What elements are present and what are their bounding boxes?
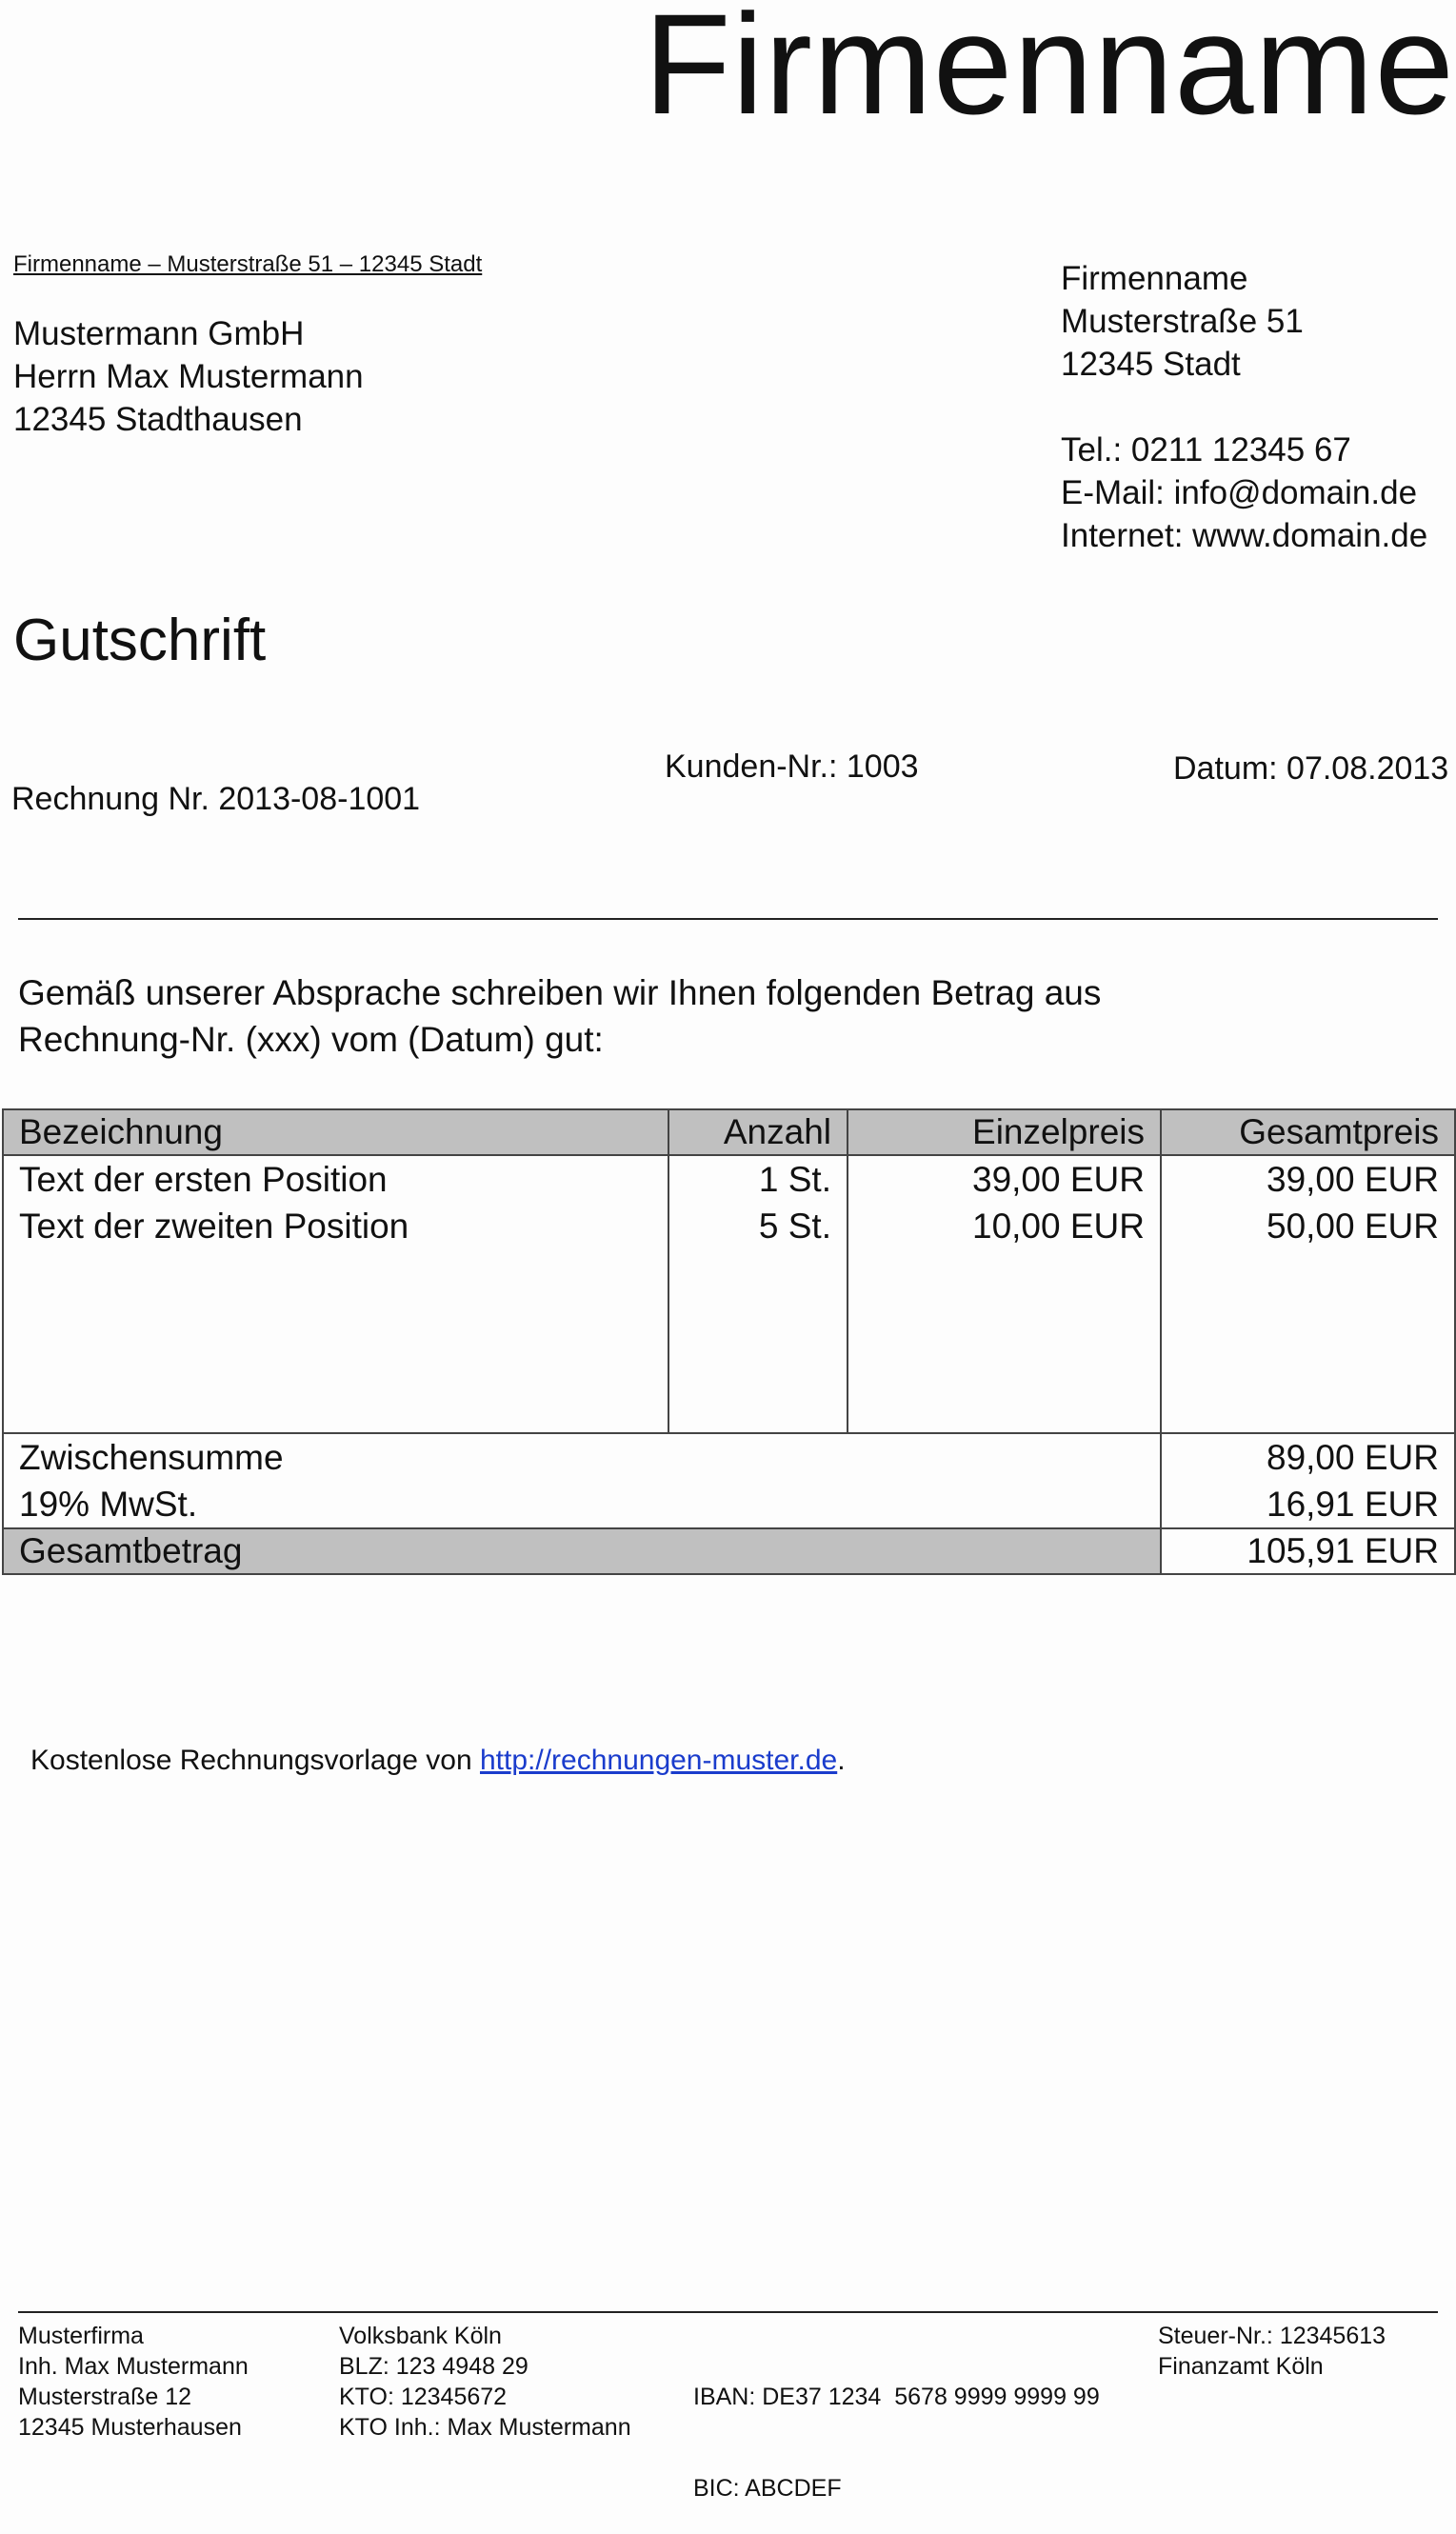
invoice-number: Rechnung Nr. 2013-08-1001 [11,781,421,817]
footer-line: BLZ: 123 4948 29 [339,2353,529,2380]
footer-bank [339,2321,631,2443]
footer-line: KTO: 12345672 [339,2384,508,2410]
footer-line: 12345 Musterhausen [18,2414,242,2441]
footer-iban [693,2321,1100,2534]
company-info-line: E-Mail: info@domain.de [1061,474,1418,511]
recipient-line: 12345 Stadthausen [13,401,303,438]
credit-suffix: . [837,1745,846,1776]
line-items-table [2,1108,1456,1575]
description-cell [3,1155,668,1433]
company-info-line: Tel.: 0211 12345 67 [1061,431,1351,469]
table-header-row [3,1109,1455,1155]
total-price-cell [1161,1155,1455,1433]
item-quantity: 1 St. [758,1160,831,1199]
item-unit-price: 10,00 EUR [972,1207,1145,1246]
column-header-unit-price: Einzelpreis [848,1109,1161,1155]
item-total-price: 50,00 EUR [1267,1207,1439,1246]
footer-line: Inh. Max Mustermann [18,2353,249,2380]
item-description: Text der ersten Position [19,1160,388,1199]
column-header-description: Bezeichnung [3,1109,668,1155]
credit-prefix: Kostenlose Rechnungsvorlage von [30,1745,480,1776]
item-unit-price: 39,00 EUR [972,1160,1145,1199]
vat-label: 19% MwSt. [19,1485,198,1524]
intro-line: Gemäß unserer Absprache schreiben wir Ihnen folgenden Betrag aus [18,973,1102,1012]
column-header-total-price: Gesamtpreis [1161,1109,1455,1155]
footer-line: BIC: ABCDEF [693,2475,842,2502]
quantity-cell [668,1155,848,1433]
intro-line: Rechnung-Nr. (xxx) vom (Datum) gut: [18,1020,604,1059]
company-info-line: Musterstraße 51 [1061,303,1304,340]
company-name-title: Firmenname [644,0,1455,144]
document-date: Datum: 07.08.2013 [1173,750,1449,787]
column-header-quantity: Anzahl [668,1109,848,1155]
company-info-line [1061,386,1427,429]
table-body-row [3,1155,1455,1433]
template-credit [30,1745,846,1777]
intro-text [18,969,1101,1063]
company-info-line: Firmenname [1061,260,1248,297]
total-label: Gesamtbetrag [3,1528,1161,1574]
credit-link[interactable]: http://rechnungen-muster.de [479,1745,838,1776]
footer-line: Finanzamt Köln [1158,2353,1324,2380]
total-row [3,1528,1455,1574]
subtotal-value: 89,00 EUR [1267,1438,1439,1477]
footer-tax [1158,2321,1386,2382]
footer-company [18,2321,249,2443]
footer-line: Steuer-Nr.: 12345613 [1158,2323,1386,2349]
summary-values [1161,1433,1455,1528]
footer-line: Musterstraße 12 [18,2384,192,2410]
item-quantity: 5 St. [758,1207,831,1246]
company-info-line: Internet: www.domain.de [1061,517,1428,554]
document-title: Gutschrift [13,608,267,673]
company-info [1061,257,1427,557]
separator-line [18,918,1438,920]
footer-line: IBAN: DE37 1234 5678 9999 9999 99 [693,2384,1100,2410]
item-description: Text der zweiten Position [19,1207,409,1246]
vat-value: 16,91 EUR [1267,1485,1439,1524]
recipient-line: Mustermann GmbH [13,315,305,352]
item-total-price: 39,00 EUR [1267,1160,1439,1199]
customer-number: Kunden-Nr.: 1003 [665,748,919,785]
footer-line: KTO Inh.: Max Mustermann [339,2414,631,2441]
total-value: 105,91 EUR [1161,1528,1455,1574]
subtotal-label: Zwischensumme [19,1438,284,1477]
footer-separator-line [18,2311,1438,2313]
recipient-address [13,312,364,441]
footer-line: Volksbank Köln [339,2323,502,2349]
unit-price-cell [848,1155,1161,1433]
company-info-line: 12345 Stadt [1061,346,1241,383]
sender-return-address: Firmenname – Musterstraße 51 – 12345 Stadt [13,251,483,277]
recipient-line: Herrn Max Mustermann [13,358,364,395]
summary-labels [3,1433,1161,1528]
footer-line: Musterfirma [18,2323,144,2349]
summary-row [3,1433,1455,1528]
